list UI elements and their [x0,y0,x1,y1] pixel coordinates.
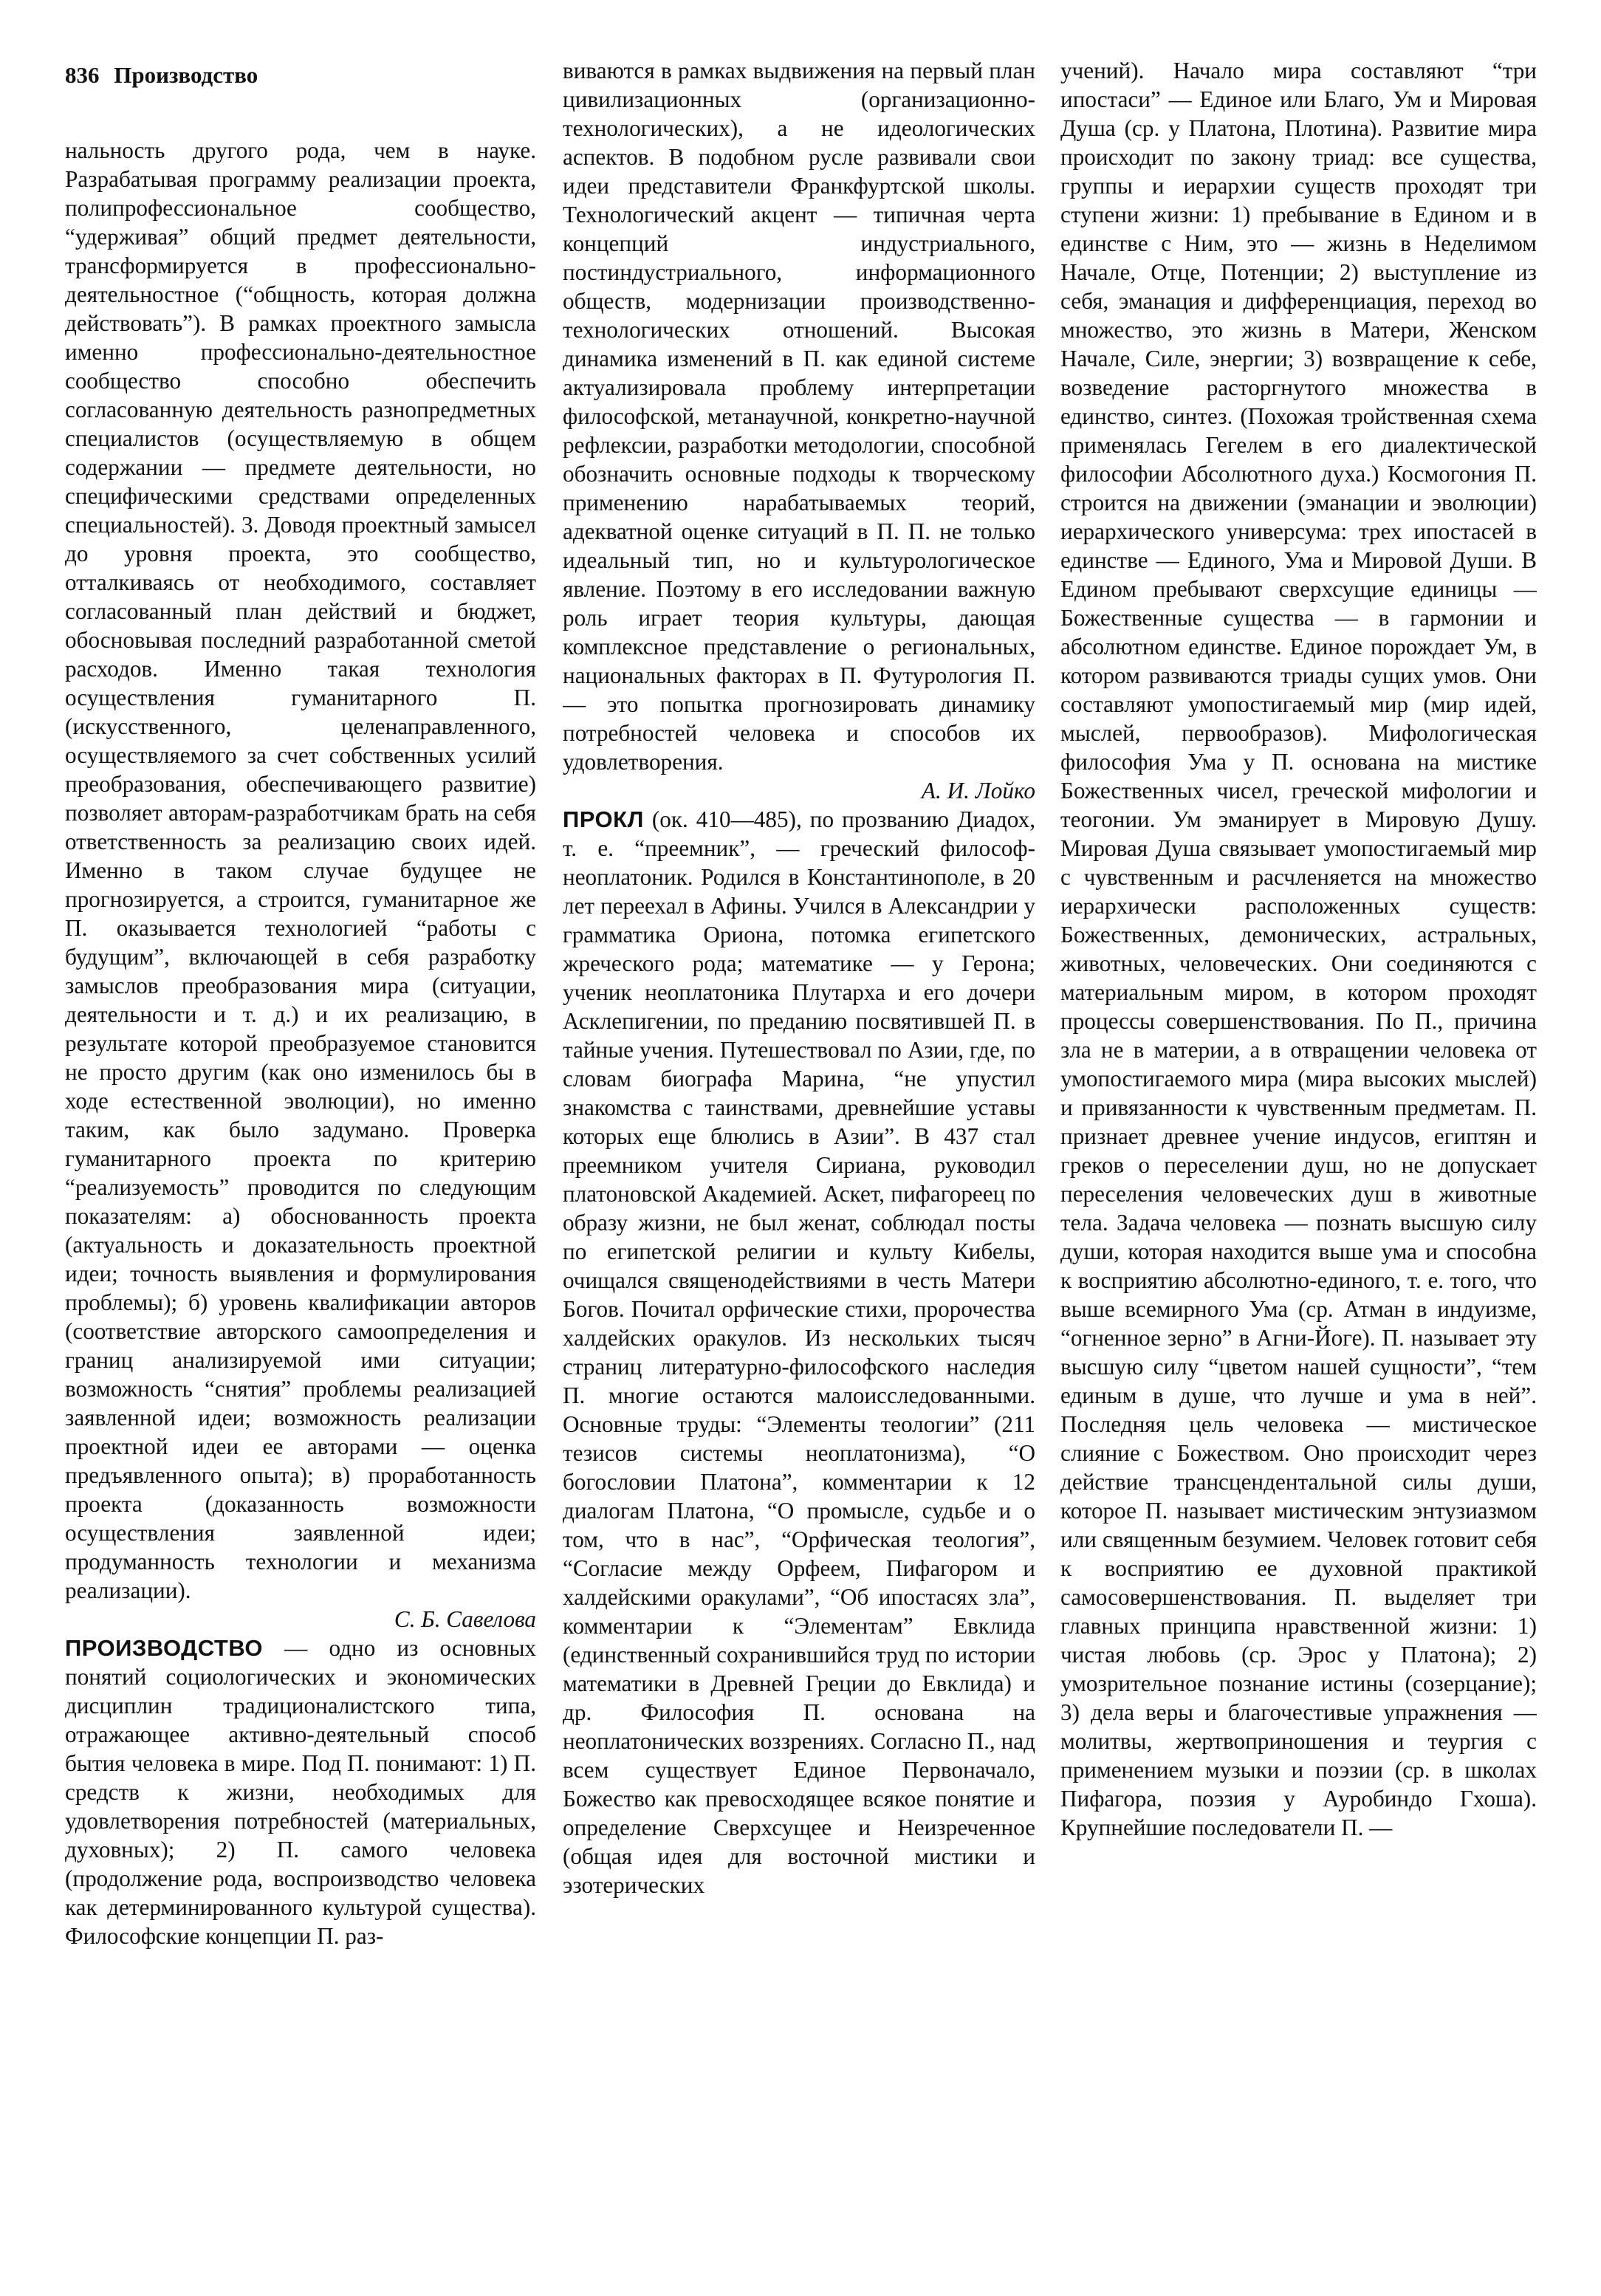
entry-headword: ПРОКЛ [563,806,644,832]
text-column-2 [563,56,1035,2279]
dictionary-entry [563,805,1035,1899]
running-title: Производство [114,62,258,88]
page-header [65,62,258,89]
author-signature: А. И. Лойко [921,778,1035,803]
paragraph-continuation: учений). Начало мира составляют “три ипостаси” — Единое или Благо, Ум и Мировая Душа (ср. у Платона, Плотина). Развитие мира происходит по закону триад: все существа, группы и иерархии существ проходят три ступени жизни: 1) пребывание в Едином и в единстве с Ним, это — жизнь в Неделимом Начале, Отце, Потенции; 2) выступление из себя, эманация и дифференциация, переход во множество, это жизнь в Матери, Женском Начале, Силе, энергии; 3) возвращение к себе, возведение расторгнутого множества в единство, синтез. (Похожая тройственная схема применялась Гегелем в его диалектической философии Абсолютного духа.) Космогония П. строится на движении (эманации и эволюции) иерархического универсума: трех ипостасей в единстве — Единого, Ума и Мировой Души. В Едином пребывают сверхсущие единицы — Божественные существа — в гармонии и абсолютном единстве. Единое порождает Ум, в котором развиваются триады сущих умов. Они составляют умопостигаемый мир (мир идей, мыслей, первообразов). Мифологическая философия Ума у П. основана на мистике Божественных чисел, греческой мифологии и теогонии. Ум эманирует в Мировую Душу. Мировая Душа связывает умопостигаемый мир с чувственным и расчленяется на множество иерархически расположенных существ: Божественных, демонических, астральных, животных, человеческих. Они соединяются с материальным миром, в котором проходят процессы совершенствования. По П., причина зла не в материи, а в отвращении человека от умопостигаемого мира (мира высоких мыслей) и привязанности к чувственным предметам. П. признает древнее учение индусов, египтян и греков о переселении душ, но не допускает переселения человеческих душ в животные тела. Задача человека — познать высшую силу души, которая находится выше ума и способна к восприятию абсолютно-единого, т. е. того, что выше всемирного Ума (ср. Атман в индуизме, “огненное зерно” в Агни-Йоге). П. называет эту высшую силу “цветом нашей сущности”, “тем единым в душе, что лучше и ума в ней”. Последняя цель человека — мистическое слияние с Божеством. Оно происходит через действие трансцендентальной силы души, которое П. называет мистическим энтузиазмом или священным безумием. Человек готовит себя к восприятию ее духовной практикой самосовершенствования. П. выделяет три главных принципа нравственной жизни: 1) чистая любовь (ср. Эрос у Платона); 2) умозрительное познание истины (созерцание); 3) дела веры и благочестивые упражнения — молитвы, жертвоприношения и теургия с применением музыки и поэзии (ср. в школах Пифагора, поэзия у Ауробиндо Гхоша). Крупнейшие последователи П. — [1060,58,1537,1840]
entry-text: (ок. 410—485), по прозванию Диадох, т. е. “преемник”, — греческий философ-неоплатоник. Родился в Константинополе, в 20 лет переехал в Афины. Учился в Александрии у грамматика Ориона, потомка египетского жреческого рода; математике — у Герона; ученик неоплатоника Плутарха и его дочери Асклепигении, по преданию посвятившей П. в тайные учения. Путешествовал по Азии, где, по словам биографа Марина, “не упустил знакомства с таинствами, древнейшие уставы которых еще блюлись в Азии”. В 437 стал преемником учителя Сириана, руководил платоновской Академией. Аскет, пифагореец по образу жизни, не был женат, соблюдал посты по египетской религии и культу Кибелы, очищался священодействиями в честь Матери Богов. Почитал орфические стихи, пророчества халдейских оракулов. Из нескольких тысяч страниц литературно-философского наследия П. многие остаются малоисследованными. Основные труды: “Элементы теологии” (211 тезисов системы неоплатонизма), “О богословии Платона”, комментарии к 12 диалогам Платона, “О промысле, судьбе и о том, что в нас”, “Орфическая теология”, “Согласие между Орфеем, Пифагором и халдейскими оракулами”, “Об ипостасях зла”, комментарии к “Элементам” Евклида (единственный сохранившийся труд по истории математики в Древней Греции до Евклида) и др. Философия П. основана на неоплатонических воззрениях. Согласно П., над всем существует Единое Первоначало, Божество как превосходящее всякое понятие и определение Сверхсущее и Неизреченное (общая идея для восточной мистики и эзотерических [563,806,1035,1898]
paragraph-continuation: нальность другого рода, чем в науке. Разрабатывая программу реализации проекта, полипрофессиональное сообщество, “удерживая” общий предмет деятельности, трансформируется в профессионально-деятельностное (“общность, которая должна действовать”). В рамках проектного замысла именно профессионально-деятельностное сообщество способно обеспечить согласованную деятельность разнопредметных специалистов (осуществляемую в общем содержании — предмете деятельности, но специфическими средствами определенных специальностей). 3. Доводя проектный замысел до уровня проекта, это сообщество, отталкиваясь от необходимого, составляет согласованный план действий и бюджет, обосновывая последний разработанной сметой расходов. Именно такая технология осуществления гуманитарного П. (искусственного, целенаправленного, осуществляемого за счет собственных усилий преобразования, обеспечивающего развитие) позволяет авторам-разработчикам брать на себя ответственность за реализацию своих идей. Именно в таком случае будущее не прогнозируется, а строится, гуманитарное же П. оказывается технологией “работы с будущим”, включающей в себя разработку замыслов преобразования мира (ситуации, деятельности и т. д.) и их реализацию, в результате которой преобразуемое становится не просто другим (как оно изменилось бы в ходе естественной эволюции), но именно таким, как было задумано. Проверка гуманитарного проекта по критерию “реализуемость” проводится по следующим показателям: а) обоснованность проекта (актуальность и доказательность проектной идеи; точность выявления и формулирования проблемы); б) уровень квалификации авторов (соответствие авторского самоопределения и границ анализируемой ими ситуации; возможность “снятия” проблемы реализацией заявленной идеи; возможность реализации проектной идеи ее авторами — оценка предъявленного опыта); в) проработанность проекта (доказанность возможности осуществления заявленной идеи; продуманность технологии и механизма реализации). [65,137,536,1603]
author-signature: С. Б. Савелова [394,1606,536,1632]
text-column-3 [1060,56,1537,2279]
text-column-1 [65,136,536,2278]
entry-text: — одно из основных понятий социологических и экономических дисциплин традиционалистского типа, отражающее активно-деятельный способ бытия человека в мире. Под П. понимают: 1) П. средств к жизни, необходимых для удовлетворения потребностей (материальных, духовных); 2) П. самого человека (продолжение рода, воспроизводство человека как детерминированного культурой существа). Философские концепции П. раз- [65,1635,536,1949]
paragraph-continuation: виваются в рамках выдвижения на первый план цивилизационных (организационно-технологических), а не идеологических аспектов. В подобном русле развивали свои идеи представители Франкфуртской школы. Технологический акцент — типичная черта концепций индустриального, постиндустриального, информационного обществ, модернизации производственно-технологических отношений. Высокая динамика изменений в П. как единой системе актуализировала проблему интерпретации философской, метанаучной, конкретно-научной рефлексии, разработки методологии, способной обозначить основные подходы к творческому применению нарабатываемых теорий, адекватной оценке ситуаций в П. П. не только идеальный тип, но и культурологическое явление. Поэтому в его исследовании важную роль играет теория культуры, дающая комплексное представление о региональных, национальных факторах в П. Футурология П. — это попытка прогнозировать динамику потребностей человека и способов их удовлетворения. [563,58,1035,775]
dictionary-entry [65,1634,536,1950]
page-number: 836 [65,62,100,88]
entry-headword: ПРОИЗВОДСТВО [65,1635,264,1661]
